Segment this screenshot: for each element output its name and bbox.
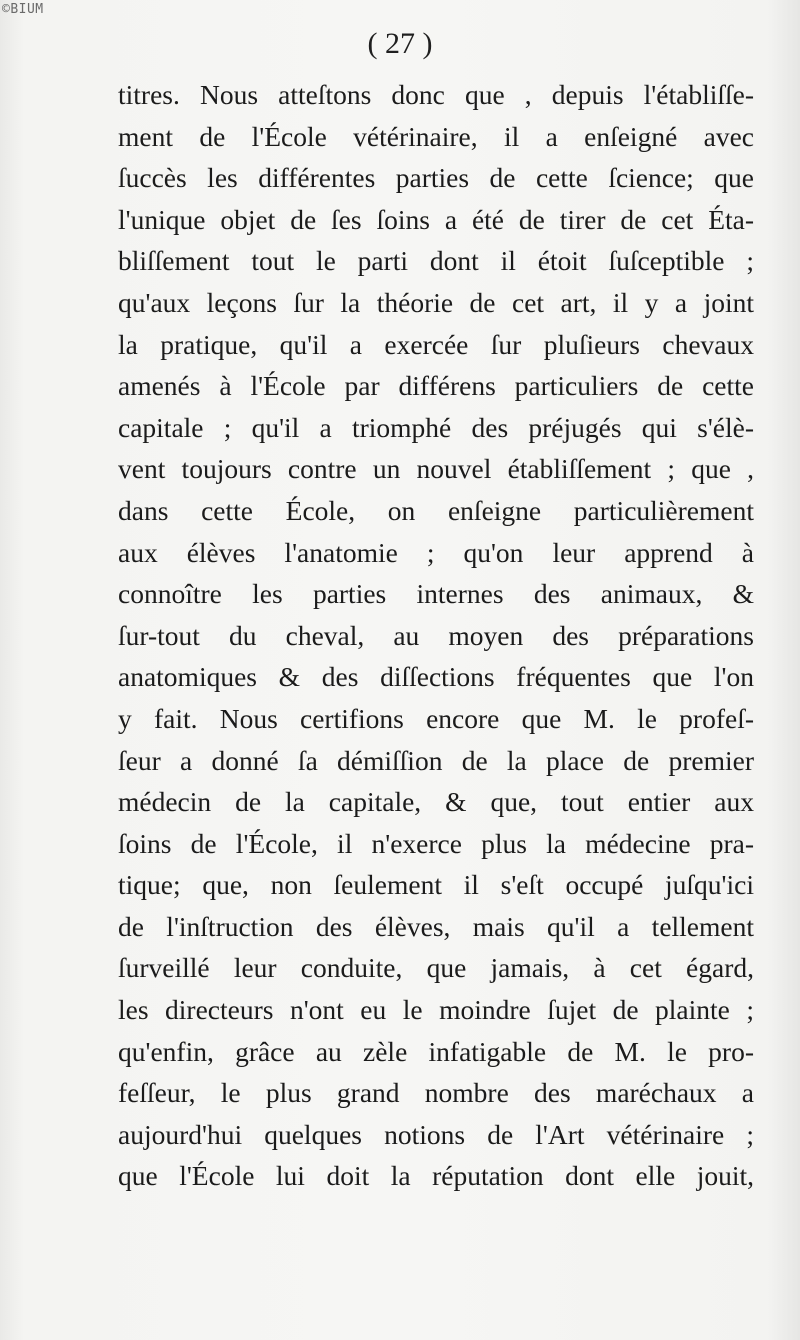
- text-line: vent toujours contre un nouvel établiſſement ; que ,: [118, 453, 754, 485]
- page-number: ( 27 ): [367, 27, 433, 60]
- text-line: bliſſement tout le parti dont il étoit ſuſceptible ;: [118, 245, 754, 277]
- text-line: que l'École lui doit la réputation dont elle jouit,: [118, 1160, 754, 1192]
- text-line: dans cette École, on enſeigne particulièrement: [118, 494, 754, 526]
- text-line: ſeur a donné ſa démiſſion de la place de premier: [118, 744, 754, 776]
- text-line: la pratique, qu'il a exercée ſur pluſieurs chevaux: [118, 328, 754, 360]
- text-line: tique; que, non ſeulement il s'eſt occupé juſqu'ici: [118, 869, 754, 901]
- text-line: aux élèves l'anatomie ; qu'on leur apprend à: [118, 536, 754, 568]
- text-line: titres. Nous atteſtons donc que , depuis l'établiſſe-: [118, 79, 754, 110]
- text-line: ſoins de l'École, il n'exerce plus la médecine pra-: [118, 827, 754, 859]
- text-line: de l'inſtruction des élèves, mais qu'il a tellement: [118, 910, 754, 942]
- text-line: y fait. Nous certifions encore que M. le profeſ-: [118, 702, 754, 734]
- text-line: ment de l'École vétérinaire, il a enſeigné avec: [118, 120, 754, 152]
- text-line: ſurveillé leur conduite, que jamais, à cet égard,: [118, 952, 754, 984]
- text-line: ſur-tout du cheval, au moyen des préparations: [118, 619, 754, 651]
- text-line: les directeurs n'ont eu le moindre ſujet de plainte ;: [118, 994, 754, 1026]
- text-line: anatomiques & des diſſections fréquentes que l'on: [118, 661, 754, 693]
- text-line: connoître les parties internes des animaux, &: [118, 578, 754, 610]
- body-text: [118, 74, 754, 1197]
- watermark: ©BIUM: [2, 2, 44, 17]
- text-line: l'unique objet de ſes ſoins a été de tirer de cet Éta-: [118, 203, 754, 235]
- text-line: médecin de la capitale, & que, tout entier aux: [118, 786, 754, 818]
- text-line: ſuccès les différentes parties de cette ſcience; que: [118, 162, 754, 194]
- text-line: capitale ; qu'il a triomphé des préjugés qui s'élè-: [118, 411, 754, 443]
- text-line: aujourd'hui quelques notions de l'Art vétérinaire ;: [118, 1118, 754, 1150]
- text-line: amenés à l'École par différens particuliers de cette: [118, 370, 754, 402]
- text-line: qu'enfin, grâce au zèle infatigable de M. le pro-: [118, 1035, 754, 1067]
- text-line: feſſeur, le plus grand nombre des maréchaux a: [118, 1077, 754, 1109]
- text-line: qu'aux leçons ſur la théorie de cet art, il y a joint: [118, 286, 754, 318]
